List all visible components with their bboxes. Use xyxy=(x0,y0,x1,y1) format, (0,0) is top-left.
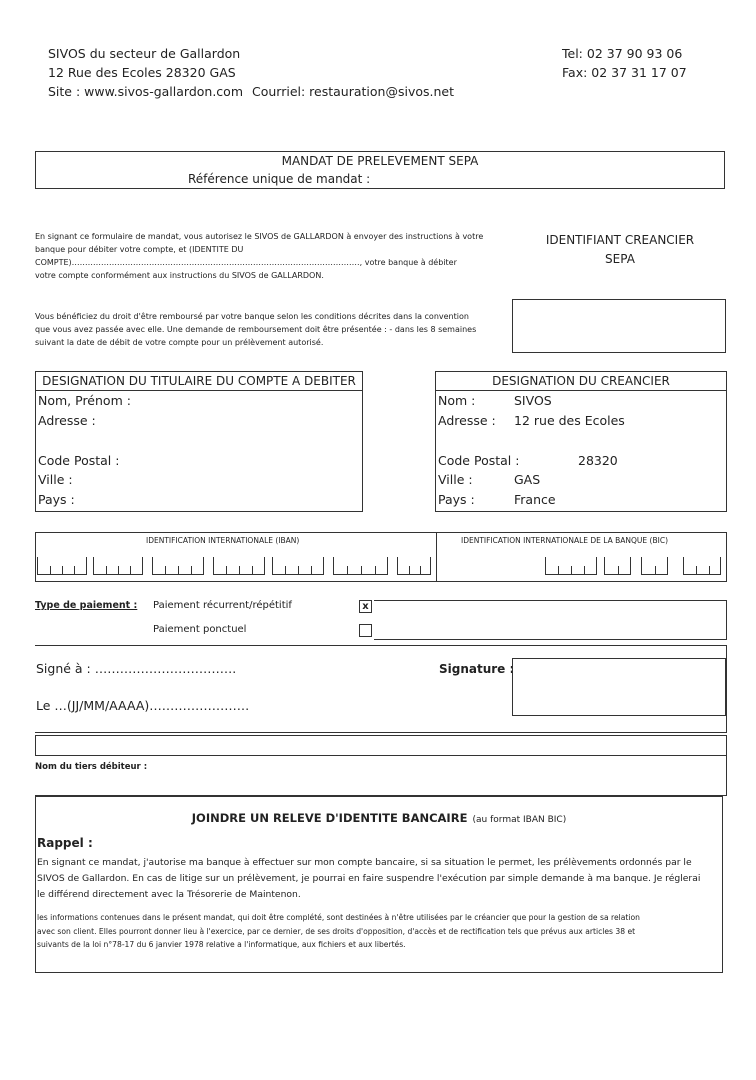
debtor-box xyxy=(35,371,363,512)
iban-group[interactable] xyxy=(333,557,388,575)
rappel-text xyxy=(37,855,721,903)
org-address: 12 Rue des Ecoles 28320 GAS xyxy=(48,65,236,80)
creditor-country-value: France xyxy=(514,492,556,507)
third-party-top-bar xyxy=(35,735,727,756)
iban-group[interactable] xyxy=(397,557,431,575)
creditor-name-label: Nom : xyxy=(438,393,476,408)
payment-recurrent-label: Paiement récurrent/répétitif xyxy=(153,600,292,611)
creditor-postal-value: 28320 xyxy=(578,453,618,468)
creditor-country-label: Pays : xyxy=(438,492,475,507)
creditor-identifier-field[interactable] xyxy=(512,299,726,353)
recurrent-checkbox[interactable]: x xyxy=(359,600,372,613)
intro-line: COMPTE)………………………………………………………………………………………………, votre banque à débiter xyxy=(35,258,457,267)
info-text xyxy=(37,911,721,952)
rappel-line: le différend directement avec la Trésorerie de Maintenon. xyxy=(37,889,301,900)
debtor-postal-field[interactable]: Code Postal : xyxy=(38,453,120,468)
refund-line: Vous bénéficiez du droit d'être remboursé par votre banque selon les conditions décrites dans la convention xyxy=(35,312,469,321)
payment-type-label: Type de paiement : xyxy=(35,600,138,611)
refund-line: suivant la date de débit de votre compte pour un prélèvement autorisé. xyxy=(35,338,324,347)
bic-group[interactable] xyxy=(641,557,668,575)
rappel-line: En signant ce mandat, j'autorise ma banque à effectuer sur mon compte bancaire, si sa situation le permet, les prélèvements ordonnés par le xyxy=(37,857,692,868)
rappel-title: Rappel : xyxy=(37,836,93,850)
org-tel: Tel: 02 37 90 93 06 xyxy=(562,46,683,61)
creditor-box xyxy=(435,371,727,512)
iban-group[interactable] xyxy=(272,557,324,575)
creditor-address-label: Adresse : xyxy=(438,413,496,428)
debtor-name-field[interactable]: Nom, Prénom : xyxy=(38,393,131,408)
info-line: avec son client. Elles pourront donner lieu à l'exercice, par ce dernier, de ses droits d'opposition, d'accès et de rectification tels que prévus aux articles 38 et xyxy=(37,926,636,936)
date-field[interactable]: Le …(JJ/MM/AAAA)…………………… xyxy=(36,698,250,713)
debtor-title: DESIGNATION DU TITULAIRE DU COMPTE A DEBITER xyxy=(36,372,362,391)
intro-paragraph xyxy=(35,230,505,282)
bic-title: IDENTIFICATION INTERNATIONALE DE LA BANQUE (BIC) xyxy=(461,536,668,545)
creditor-title: DESIGNATION DU CREANCIER xyxy=(436,372,726,391)
third-party-label: Nom du tiers débiteur : xyxy=(35,762,148,772)
creditor-id-line: SEPA xyxy=(605,252,635,266)
org-name: SIVOS du secteur de Gallardon xyxy=(48,46,241,61)
info-line: suivants de la loi n°78-17 du 6 janvier 1978 relative a l'informatique, aux fichiers et aux libertés. xyxy=(37,940,406,949)
footer-box xyxy=(35,796,723,973)
iban-bic-divider xyxy=(436,533,437,581)
bic-group[interactable] xyxy=(683,557,721,575)
org-fax: Fax: 02 37 31 17 07 xyxy=(562,65,687,80)
creditor-address-value: 12 rue des Ecoles xyxy=(514,413,625,428)
payment-single-label: Paiement ponctuel xyxy=(153,624,247,635)
third-party-field[interactable] xyxy=(35,756,727,796)
iban-group[interactable] xyxy=(37,557,87,575)
iban-group[interactable] xyxy=(213,557,265,575)
signed-at-field[interactable]: Signé à : ……………………………. xyxy=(36,661,237,676)
join-rib xyxy=(36,807,722,826)
creditor-postal-label: Code Postal : xyxy=(438,453,520,468)
join-rib-title: JOINDRE UN RELEVE D'IDENTITE BANCAIRE xyxy=(191,811,468,825)
refund-paragraph xyxy=(35,310,510,349)
creditor-city-value: GAS xyxy=(514,472,541,487)
org-email: Courriel: restauration@sivos.net xyxy=(252,84,455,99)
intro-line: votre compte conformément aux instructions du SIVOS de GALLARDON. xyxy=(35,271,324,280)
signature-label: Signature : xyxy=(439,662,515,676)
debtor-city-field[interactable]: Ville : xyxy=(38,472,73,487)
mandate-reference: Référence unique de mandat : xyxy=(188,172,371,186)
debtor-country-field[interactable]: Pays : xyxy=(38,492,75,507)
iban-group[interactable] xyxy=(93,557,143,575)
signature-field[interactable] xyxy=(512,658,726,716)
mandate-title: MANDAT DE PRELEVEMENT SEPA xyxy=(281,154,479,168)
creditor-id-line: IDENTIFIANT CREANCIER xyxy=(545,233,695,247)
iban-title: IDENTIFICATION INTERNATIONALE (IBAN) xyxy=(146,536,300,545)
iban-group[interactable] xyxy=(152,557,204,575)
single-checkbox[interactable] xyxy=(359,624,372,637)
creditor-name-value: SIVOS xyxy=(514,393,552,408)
payment-type-frame xyxy=(374,600,727,640)
rappel-line: SIVOS de Gallardon. En cas de litige sur un prélèvement, je pourrai en faire suspendre l'exécution par simple demande à ma banque. Je réglerai xyxy=(37,873,701,884)
debtor-address-field[interactable]: Adresse : xyxy=(38,413,96,428)
join-rib-note: (au format IBAN BIC) xyxy=(472,815,567,825)
bic-group[interactable] xyxy=(545,557,597,575)
creditor-city-label: Ville : xyxy=(438,472,473,487)
refund-line: que vous avez passée avec elle. Une demande de remboursement doit être présentée : - dans les 8 semaines xyxy=(35,325,477,334)
bic-group[interactable] xyxy=(604,557,631,575)
intro-line: banque pour débiter votre compte, et (IDENTITE DU xyxy=(35,245,244,254)
creditor-identifier-label xyxy=(520,231,720,269)
org-site: Site : www.sivos-gallardon.com xyxy=(48,84,244,99)
info-line: les informations contenues dans le présent mandat, qui doit être complété, sont destinées à n'être utilisées par le créancier que pour la gestion de sa relation xyxy=(37,913,640,922)
mandate-box xyxy=(35,151,725,189)
intro-line: En signant ce formulaire de mandat, vous autorisez le SIVOS de GALLARDON à envoyer des instructions à votre xyxy=(35,232,484,241)
